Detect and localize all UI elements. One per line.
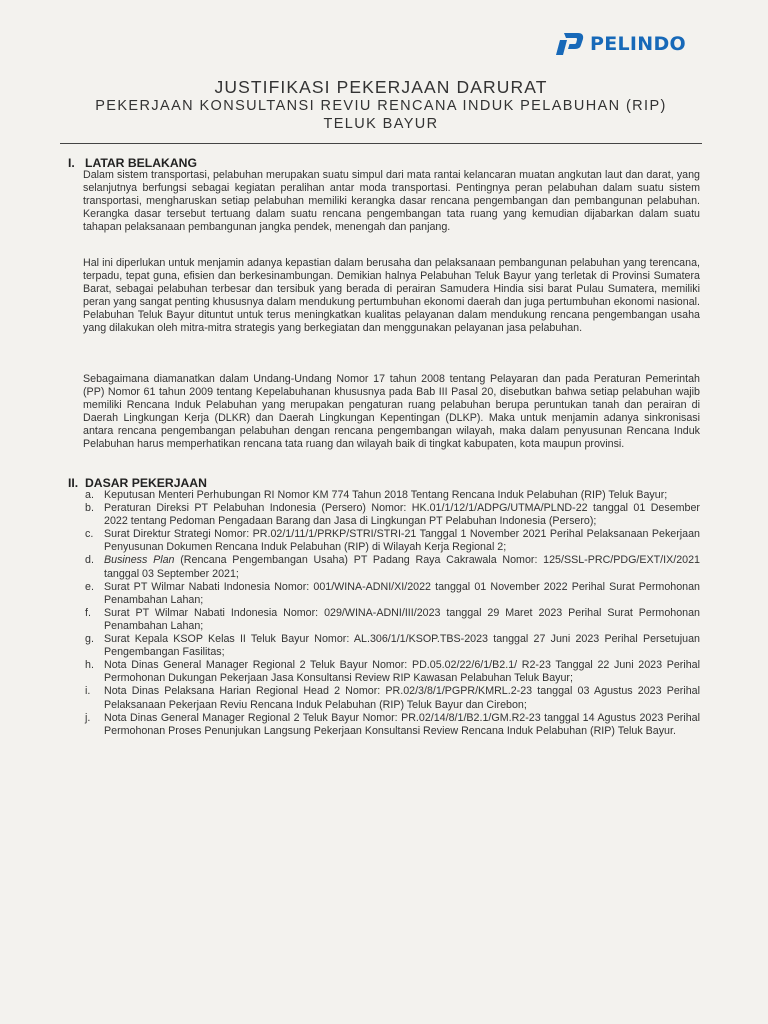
list-item-text: Surat Direktur Strategi Nomor: PR.02/1/11/1/PRKP/STRI/STRI-21 Tanggal 1 November 2021 Perihal Pelaksanaan Pekerjaan Penyusunan Dokumen Rencana Induk Pelabuhan (RIP) di Wilayah Kerja Regional 2; — [104, 528, 700, 554]
list-item-letter: a. — [85, 489, 94, 501]
list-item-italic-text: Business Plan — [104, 554, 175, 567]
section-1-paragraph-1: Dalam sistem transportasi, pelabuhan merupakan suatu simpul dari mata rantai kelancaran muatan angkutan laut dan darat, yang selanjutnya berfungsi sebagai kegiatan peralihan antar moda transportasi. Pentingnya peran pelabuhan dalam suatu sistem transportasi, mengharuskan setiap pelabuhan memiliki kerangka dasar rencana pengembangan dan pembangunan pelabuhan. Kerangka dasar tersebut tertuang dalam suatu rencana pengembangan tata ruang yang kemudian dijabarkan dalam suatu tahapan pelaksanaan pembangunan jangka pendek, menengah dan panjang. — [83, 169, 700, 234]
logo-text: PELINDO — [590, 33, 687, 55]
list-item — [83, 489, 700, 502]
section-1-paragraph-3: Sebagaimana diamanatkan dalam Undang-Undang Nomor 17 tahun 2008 tentang Pelayaran dan pada Peraturan Pemerintah (PP) Nomor 61 tahun 2009 tentang Kepelabuhanan khususnya pada Bab III Pasal 20, disebutkan bahwa setiap pelabuhan wajib memiliki Rencana Induk Pelabuhan yang merupakan pengaturan ruang pelabuhan berupa peruntukan tanah dan perairan di Daerah Lingkungan Kerja (DLKR) dan Daerah Lingkungan Kepentingan (DLKP). Maka untuk menjamin adanya sinkronisasi antara rencana pengembangan pelabuhan dengan rencana pengembangan wilayah, maka dalam penyusunan Rencana Induk Pelabuhan harus memperhatikan rencana tata ruang dan wilayah baik di tingkat kabupaten, kota maupun provinsi. — [83, 373, 700, 451]
section-1-heading — [68, 156, 197, 170]
document-title: JUSTIFIKASI PEKERJAAN DARURAT — [214, 77, 548, 97]
section-2-heading — [68, 476, 207, 490]
list-item-letter: b. — [85, 502, 94, 515]
list-item-text: Surat PT Wilmar Nabati Indonesia Nomor: 029/WINA-ADNI/III/2023 tanggal 29 Maret 2023 Perihal Surat Permohonan Penambahan Lahan; — [104, 606, 700, 632]
list-item — [83, 685, 700, 711]
section-1-title: LATAR BELAKANG — [85, 156, 197, 170]
list-item-letter: h. — [85, 659, 94, 672]
list-item-text: Nota Dinas General Manager Regional 2 Teluk Bayur Nomor: PR.02/14/8/1/B2.1/GM.R2-23 tanggal 14 Agustus 2023 Perihal Permohonan Proses Penunjukan Langsung Pekerjaan Konsultansi Review Rencana Induk Pelabuhan (RIP) Teluk Bayur. — [104, 711, 700, 737]
list-item-text: (Rencana Pengembangan Usaha) PT Padang Raya Cakrawala Nomor: 125/SSL-PRC/PDG/EXT/IX/2021 tanggal 03 September 2021; — [104, 554, 700, 580]
list-item-letter: g. — [85, 633, 94, 646]
list-item-letter: i. — [85, 685, 91, 698]
section-2-title: DASAR PEKERJAAN — [85, 476, 207, 490]
list-item-text: Peraturan Direksi PT Pelabuhan Indonesia (Persero) Nomor: HK.01/1/12/1/ADPG/UTMA/PLND-22 tanggal 01 Desember 2022 tentang Pedoman Pengadaan Barang dan Jasa di Lingkungan PT Pelabuhan Indonesia (Persero); — [104, 502, 700, 528]
list-item-letter: e. — [85, 580, 94, 593]
document-subtitle-2: TELUK BAYUR — [323, 116, 439, 132]
document-subtitle-1: PEKERJAAN KONSULTANSI REVIU RENCANA INDUK PELABUHAN (RIP) — [95, 98, 667, 114]
list-item-text: Nota Dinas General Manager Regional 2 Teluk Bayur Nomor: PD.05.02/22/6/1/B2.1/ R2-23 Tanggal 22 Juni 2023 Perihal Permohonan Dukungan Pekerjaan Jasa Konsultansi Review RIP Kawasan Pelabuhan Teluk Bayur; — [104, 659, 700, 685]
list-item — [83, 659, 700, 685]
list-item — [83, 607, 700, 633]
list-item — [83, 528, 700, 554]
list-item — [83, 554, 700, 580]
list-item — [83, 502, 700, 528]
header-divider — [60, 143, 702, 144]
list-item-text: Keputusan Menteri Perhubungan RI Nomor KM 774 Tahun 2018 Tentang Rencana Induk Pelabuhan (RIP) Teluk Bayur; — [104, 489, 668, 501]
section-2-number: II. — [68, 476, 79, 490]
list-item-text: Nota Dinas Pelaksana Harian Regional Head 2 Nomor: PR.02/3/8/1/PGPR/KMRL.2-23 tanggal 03 Agustus 2023 Perihal Pelaksanaan Pekerjaan Reviu Rencana Induk Pelabuhan (RIP) Teluk Bayur dan Cirebon; — [104, 685, 700, 711]
list-item-letter: c. — [85, 528, 94, 541]
list-item — [83, 633, 700, 659]
list-item-text: Surat Kepala KSOP Kelas II Teluk Bayur Nomor: AL.306/1/1/KSOP.TBS-2023 tanggal 27 Juni 2023 Perihal Persetujuan Pengembangan Fasilitas; — [104, 633, 700, 659]
document-header — [60, 77, 702, 133]
pelindo-logo — [548, 30, 686, 58]
section-1-paragraph-2: Hal ini diperlukan untuk menjamin adanya kepastian dalam berusaha dan pelaksanaan pembangunan pelabuhan yang terencana, terpadu, tepat guna, efisien dan berkesinambungan. Demikian halnya Pelabuhan Teluk Bayur yang terletak di Provinsi Sumatera Barat, sebagai pelabuhan terbesar dan tersibuk yang berada di perairan Samudera Hindia sisi barat Pulau Sumatera, memiliki peran yang sangat penting khususnya dalam mendukung pertumbuhan ekonomi daerah dan juga pertumbuhan ekonomi nasional. Pelabuhan Teluk Bayur dituntut untuk terus meningkatkan kualitas pelayanan dalam mendukung rencana pengembangan usaha yang dilakukan oleh mitra-mitra strategis yang berkegiatan dan menggunakan pelayanan jasa pelabuhan. — [83, 257, 700, 335]
pelindo-logo-icon — [548, 30, 586, 58]
list-item — [83, 581, 700, 607]
list-item-text: Surat PT Wilmar Nabati Indonesia Nomor: 001/WINA-ADNI/XI/2022 tanggal 01 November 2022 Perihal Surat Permohonan Penambahan Lahan; — [104, 580, 700, 606]
list-item-letter: f. — [85, 606, 91, 619]
legal-basis-list — [83, 489, 700, 738]
list-item-letter: j. — [85, 711, 91, 724]
section-1-number: I. — [68, 156, 75, 170]
list-item — [83, 712, 700, 738]
list-item-letter: d. — [85, 554, 94, 567]
